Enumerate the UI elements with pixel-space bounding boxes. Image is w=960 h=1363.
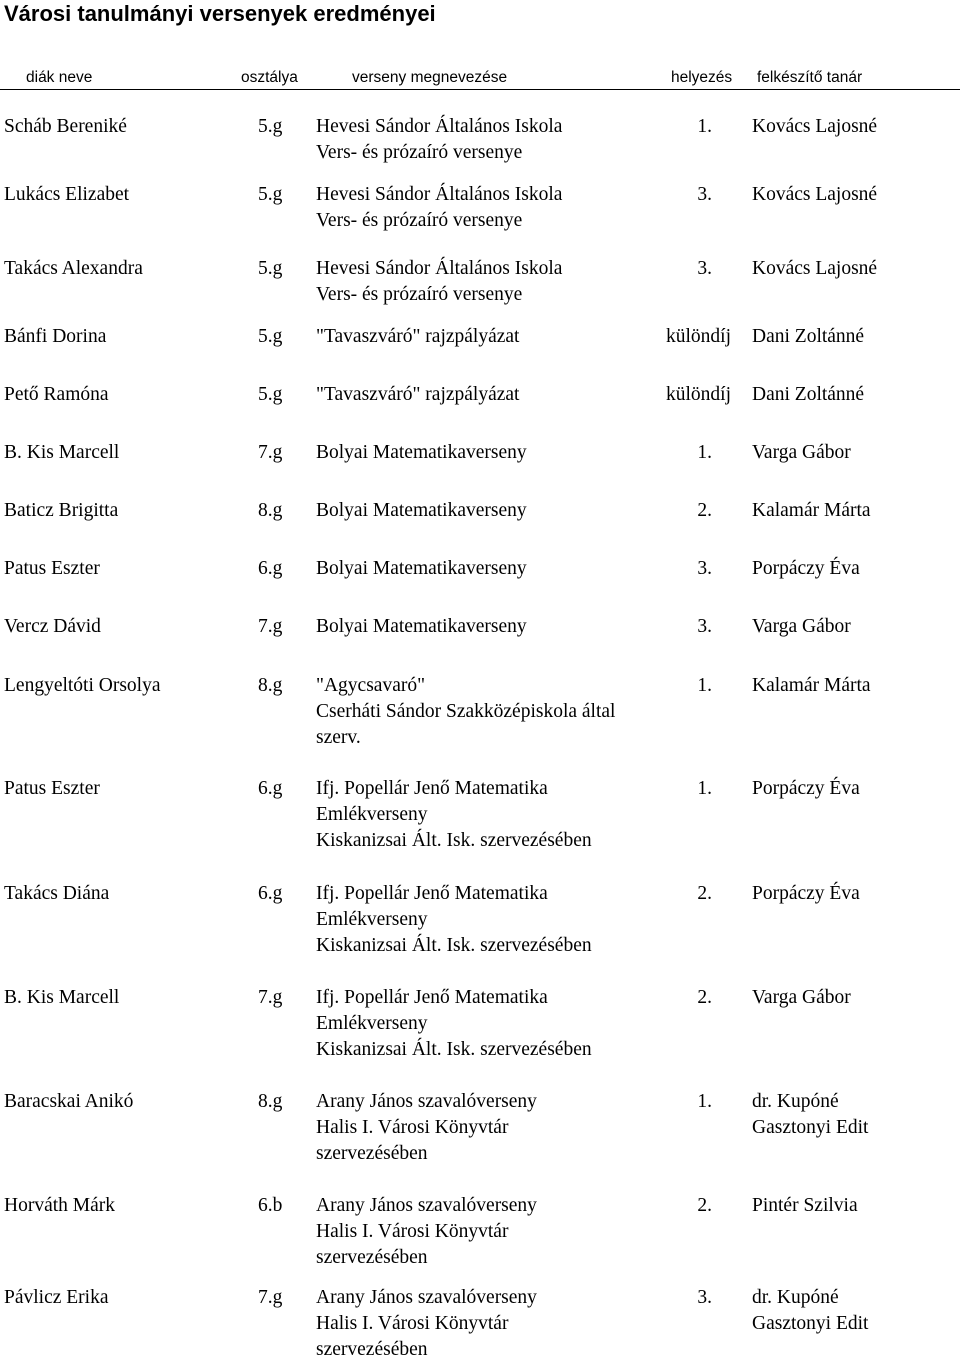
student-name: Horváth Márk bbox=[4, 1195, 116, 1216]
competition-line: Vers- és prózaíró versenye bbox=[316, 142, 523, 163]
student-name: Patus Eszter bbox=[4, 558, 100, 579]
student-class: 5.g bbox=[258, 326, 283, 347]
placement: különdíj bbox=[666, 326, 732, 347]
placement: 2. bbox=[697, 1195, 712, 1216]
teacher-line: Porpáczy Éva bbox=[752, 883, 860, 904]
student-class: 7.g bbox=[258, 1287, 283, 1308]
competition-line: "Agycsavaró" bbox=[316, 675, 426, 696]
student-class: 7.g bbox=[258, 987, 283, 1008]
competition-line: Kiskanizsai Ált. Isk. szervezésében bbox=[316, 1039, 592, 1060]
student-name: Pávlicz Erika bbox=[4, 1287, 109, 1308]
teacher-name bbox=[752, 182, 877, 208]
teacher-name bbox=[752, 776, 860, 802]
competition-line: Emlékverseny bbox=[316, 909, 428, 930]
student-name: Vercz Dávid bbox=[4, 616, 101, 637]
competition-line: Kiskanizsai Ált. Isk. szervezésében bbox=[316, 935, 592, 956]
student-name: Baticz Brigitta bbox=[4, 500, 119, 521]
teacher-name bbox=[752, 985, 851, 1011]
teacher-line: Gasztonyi Edit bbox=[752, 1313, 869, 1334]
competition-name bbox=[316, 614, 527, 640]
competition-line: Arany János szavalóverseny bbox=[316, 1195, 537, 1216]
teacher-name bbox=[752, 614, 851, 640]
competition-line: Bolyai Matematikaverseny bbox=[316, 442, 527, 463]
teacher-line: Pintér Szilvia bbox=[752, 1195, 858, 1216]
competition-line: Arany János szavalóverseny bbox=[316, 1287, 537, 1308]
teacher-name bbox=[752, 440, 851, 466]
teacher-line: dr. Kupóné bbox=[752, 1091, 839, 1112]
teacher-name bbox=[752, 498, 871, 524]
student-name: Takács Alexandra bbox=[4, 258, 143, 279]
competition-line: Hevesi Sándor Általános Iskola bbox=[316, 258, 563, 279]
student-name: Scháb Bereniké bbox=[4, 116, 127, 137]
competition-name bbox=[316, 881, 592, 959]
competition-name bbox=[316, 673, 615, 751]
student-class: 7.g bbox=[258, 616, 283, 637]
competition-line: Ifj. Popellár Jenő Matematika bbox=[316, 778, 548, 799]
column-header-place: helyezés bbox=[671, 69, 733, 86]
placement: 3. bbox=[697, 616, 712, 637]
competition-line: Halis I. Városi Könyvtár bbox=[316, 1117, 509, 1138]
competition-line: Ifj. Popellár Jenő Matematika bbox=[316, 883, 548, 904]
column-header-name: diák neve bbox=[26, 69, 93, 86]
teacher-name bbox=[752, 556, 860, 582]
competition-line: Cserháti Sándor Szakközépiskola által bbox=[316, 701, 616, 722]
teacher-line: Gasztonyi Edit bbox=[752, 1117, 869, 1138]
teacher-line: Varga Gábor bbox=[752, 987, 851, 1008]
competition-line: Bolyai Matematikaverseny bbox=[316, 500, 527, 521]
placement: 2. bbox=[697, 987, 712, 1008]
teacher-line: Kovács Lajosné bbox=[752, 116, 878, 137]
student-name: Lukács Elizabet bbox=[4, 184, 130, 205]
competition-line: Emlékverseny bbox=[316, 804, 428, 825]
student-class: 5.g bbox=[258, 184, 283, 205]
teacher-name bbox=[752, 382, 864, 408]
placement: 1. bbox=[697, 675, 712, 696]
teacher-name bbox=[752, 256, 877, 282]
teacher-line: Kalamár Márta bbox=[752, 500, 871, 521]
competition-name bbox=[316, 1285, 537, 1363]
student-class: 5.g bbox=[258, 384, 283, 405]
student-class: 8.g bbox=[258, 675, 283, 696]
competition-line: Hevesi Sándor Általános Iskola bbox=[316, 184, 563, 205]
competition-line: Vers- és prózaíró versenye bbox=[316, 210, 523, 231]
teacher-line: Porpáczy Éva bbox=[752, 558, 860, 579]
competition-line: szervezésében bbox=[316, 1143, 428, 1164]
teacher-line: Dani Zoltánné bbox=[752, 326, 865, 347]
competition-line: szervezésében bbox=[316, 1339, 428, 1360]
placement: 1. bbox=[697, 116, 712, 137]
competition-name bbox=[316, 776, 592, 854]
competition-line: "Tavaszváró" rajzpályázat bbox=[316, 326, 520, 347]
placement: 2. bbox=[697, 500, 712, 521]
student-class: 5.g bbox=[258, 116, 283, 137]
teacher-line: Porpáczy Éva bbox=[752, 778, 860, 799]
competition-line: Bolyai Matematikaverseny bbox=[316, 616, 527, 637]
page-title: Városi tanulmányi versenyek eredményei bbox=[4, 1, 436, 26]
student-class: 6.b bbox=[258, 1195, 283, 1216]
teacher-line: Varga Gábor bbox=[752, 616, 851, 637]
teacher-line: Dani Zoltánné bbox=[752, 384, 865, 405]
competition-line: Bolyai Matematikaverseny bbox=[316, 558, 527, 579]
placement: 1. bbox=[697, 778, 712, 799]
placement: különdíj bbox=[666, 384, 732, 405]
student-class: 5.g bbox=[258, 258, 283, 279]
teacher-name bbox=[752, 324, 864, 350]
competition-name bbox=[316, 985, 592, 1063]
teacher-name bbox=[752, 1285, 868, 1337]
student-name: Patus Eszter bbox=[4, 778, 100, 799]
competition-name bbox=[316, 1193, 537, 1271]
placement: 1. bbox=[697, 1091, 712, 1112]
column-header-class: osztálya bbox=[241, 69, 298, 86]
placement: 3. bbox=[697, 184, 712, 205]
teacher-line: dr. Kupóné bbox=[752, 1287, 839, 1308]
placement: 3. bbox=[697, 1287, 712, 1308]
placement: 2. bbox=[697, 883, 712, 904]
competition-name bbox=[316, 324, 519, 350]
competition-line: "Tavaszváró" rajzpályázat bbox=[316, 384, 520, 405]
placement: 3. bbox=[697, 558, 712, 579]
teacher-name bbox=[752, 114, 877, 140]
student-name: Pető Ramóna bbox=[4, 384, 109, 405]
column-header-teacher: felkészítő tanár bbox=[757, 69, 863, 86]
competition-name bbox=[316, 498, 527, 524]
competition-line: Halis I. Városi Könyvtár bbox=[316, 1313, 509, 1334]
student-name: Takács Diána bbox=[4, 883, 110, 904]
student-class: 8.g bbox=[258, 1091, 283, 1112]
table-header bbox=[0, 68, 960, 88]
student-class: 8.g bbox=[258, 500, 283, 521]
placement: 1. bbox=[697, 442, 712, 463]
competition-name bbox=[316, 1089, 537, 1167]
competition-name bbox=[316, 440, 527, 466]
competition-name bbox=[316, 556, 527, 582]
competition-line: szerv. bbox=[316, 727, 361, 748]
student-class: 6.g bbox=[258, 778, 283, 799]
student-name: B. Kis Marcell bbox=[4, 442, 120, 463]
student-class: 6.g bbox=[258, 558, 283, 579]
teacher-name bbox=[752, 1193, 858, 1219]
competition-line: Ifj. Popellár Jenő Matematika bbox=[316, 987, 548, 1008]
competition-line: Vers- és prózaíró versenye bbox=[316, 284, 523, 305]
teacher-name bbox=[752, 1089, 868, 1141]
column-header-competition: verseny megnevezése bbox=[352, 69, 508, 86]
competition-line: Halis I. Városi Könyvtár bbox=[316, 1221, 509, 1242]
competition-line: Kiskanizsai Ált. Isk. szervezésében bbox=[316, 830, 592, 851]
competition-name bbox=[316, 182, 562, 234]
teacher-line: Kovács Lajosné bbox=[752, 184, 878, 205]
student-name: Lengyeltóti Orsolya bbox=[4, 675, 161, 696]
student-name: B. Kis Marcell bbox=[4, 987, 120, 1008]
teacher-name bbox=[752, 881, 860, 907]
student-name: Bánfi Dorina bbox=[4, 326, 107, 347]
student-class: 7.g bbox=[258, 442, 283, 463]
competition-line: Emlékverseny bbox=[316, 1013, 428, 1034]
teacher-line: Varga Gábor bbox=[752, 442, 851, 463]
placement: 3. bbox=[697, 258, 712, 279]
teacher-name bbox=[752, 673, 871, 699]
competition-name bbox=[316, 382, 519, 408]
student-class: 6.g bbox=[258, 883, 283, 904]
competition-line: Arany János szavalóverseny bbox=[316, 1091, 537, 1112]
competition-name bbox=[316, 114, 562, 166]
competition-line: Hevesi Sándor Általános Iskola bbox=[316, 116, 563, 137]
student-name: Baracskai Anikó bbox=[4, 1091, 134, 1112]
header-divider bbox=[0, 89, 960, 90]
competition-name bbox=[316, 256, 562, 308]
teacher-line: Kovács Lajosné bbox=[752, 258, 878, 279]
teacher-line: Kalamár Márta bbox=[752, 675, 871, 696]
competition-line: szervezésében bbox=[316, 1247, 428, 1268]
